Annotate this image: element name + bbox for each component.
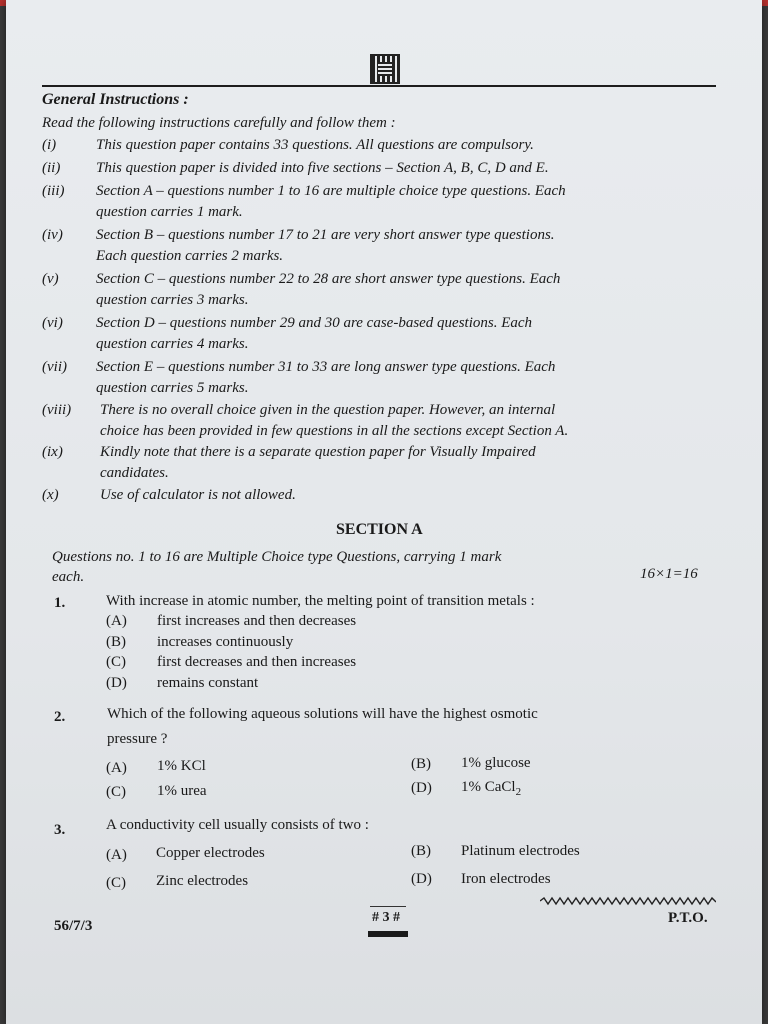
option-text-main: 1% CaCl <box>461 779 516 795</box>
instruction-text: Section D – questions number 29 and 30 are case-based questions. Each <box>96 315 533 331</box>
option-label: (B) <box>411 756 431 772</box>
instruction-text: Kindly note that there is a separate question paper for Visually Impaired <box>100 444 536 460</box>
instruction-text: Each question carries 2 marks. <box>96 248 284 264</box>
instruction-text: Section A – questions number 1 to 16 are multiple choice type questions. Each <box>96 183 566 199</box>
instruction-number: (ii) <box>42 160 61 176</box>
option-text: Platinum electrodes <box>461 843 580 859</box>
option-text: 1% urea <box>157 783 207 799</box>
page-number-overline <box>370 906 406 907</box>
qr-code-icon <box>372 56 398 82</box>
question-text: Which of the following aqueous solutions will have the highest osmotic <box>107 706 538 722</box>
instructions-title: General Instructions : <box>42 91 189 108</box>
instruction-number: (x) <box>42 487 59 503</box>
option-text: remains constant <box>157 675 259 691</box>
option-label: (D) <box>106 675 127 691</box>
question-text: A conductivity cell usually consists of two : <box>106 817 369 833</box>
option-label: (A) <box>106 613 127 629</box>
instruction-text: This question paper contains 33 questions. All questions are compulsory. <box>96 137 534 153</box>
instruction-text: choice has been provided in few questions in all the sections except Section A. <box>100 423 569 439</box>
option-label: (B) <box>106 634 126 650</box>
instruction-number: (v) <box>42 271 59 287</box>
instruction-number: (vi) <box>42 315 63 331</box>
paper-code: 56/7/3 <box>54 918 93 934</box>
instruction-text: question carries 1 mark. <box>96 204 243 220</box>
page-number-bar <box>368 931 408 937</box>
instructions-intro: Read the following instructions carefully and follow them : <box>42 115 396 131</box>
option-text <box>461 779 521 798</box>
instruction-text: Section E – questions number 31 to 33 are long answer type questions. Each <box>96 359 556 375</box>
instruction-number: (viii) <box>42 402 72 418</box>
instruction-text: This question paper is divided into five sections – Section A, B, C, D and E. <box>96 160 549 176</box>
question-number: 1. <box>54 595 66 611</box>
section-description-cont: each. <box>52 569 85 585</box>
page-number: # 3 # <box>372 910 400 925</box>
instruction-number: (iii) <box>42 183 65 199</box>
question-text: pressure ? <box>107 731 168 747</box>
question-text: With increase in atomic number, the melting point of transition metals : <box>106 593 535 609</box>
header-divider <box>42 85 716 87</box>
pto-label: P.T.O. <box>668 910 708 926</box>
instruction-number: (vii) <box>42 359 67 375</box>
instruction-text: Section C – questions number 22 to 28 are short answer type questions. Each <box>96 271 561 287</box>
option-label: (D) <box>411 871 432 887</box>
option-label: (B) <box>411 843 431 859</box>
instruction-text: candidates. <box>100 465 169 481</box>
option-label: (A) <box>106 847 127 863</box>
option-label: (C) <box>106 654 126 670</box>
option-text-subscript: 2 <box>515 786 522 798</box>
option-text: 1% glucose <box>461 755 531 771</box>
option-text: Copper electrodes <box>156 845 265 861</box>
instruction-text: Section B – questions number 17 to 21 are very short answer type questions. <box>96 227 555 243</box>
instruction-number: (ix) <box>42 444 63 460</box>
instruction-text: There is no overall choice given in the question paper. However, an internal <box>100 402 556 418</box>
instruction-number: (i) <box>42 137 57 153</box>
question-number: 2. <box>54 709 66 725</box>
option-label: (D) <box>411 780 432 796</box>
option-text: first decreases and then increases <box>157 654 357 670</box>
option-label: (C) <box>106 784 126 800</box>
instruction-text: Use of calculator is not allowed. <box>100 487 296 503</box>
instruction-text: question carries 3 marks. <box>96 292 249 308</box>
section-title: SECTION A <box>336 521 423 538</box>
option-text: 1% KCl <box>157 758 206 774</box>
option-text: increases continuously <box>157 634 294 650</box>
question-number: 3. <box>54 822 66 838</box>
section-description: Questions no. 1 to 16 are Multiple Choice type Questions, carrying 1 mark <box>52 549 502 565</box>
option-label: (A) <box>106 760 127 776</box>
wavy-divider <box>540 896 716 906</box>
section-marks: 16×1=16 <box>640 566 698 582</box>
option-text: Iron electrodes <box>461 871 551 887</box>
option-text: Zinc electrodes <box>156 873 249 889</box>
option-label: (C) <box>106 875 126 891</box>
instruction-text: question carries 4 marks. <box>96 336 249 352</box>
instruction-number: (iv) <box>42 227 63 243</box>
instruction-text: question carries 5 marks. <box>96 380 249 396</box>
option-text: first increases and then decreases <box>157 613 357 629</box>
